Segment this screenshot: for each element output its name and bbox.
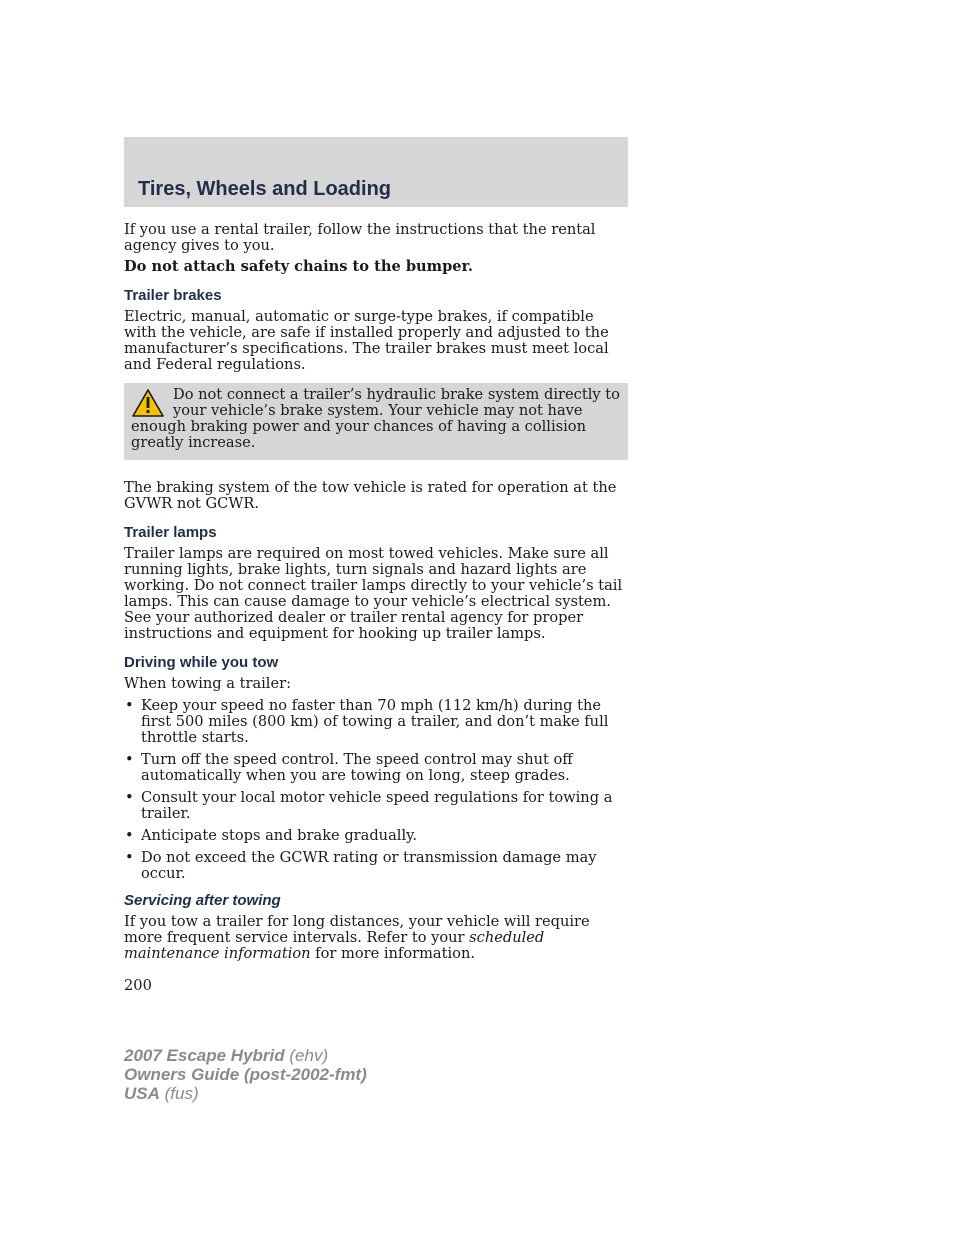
braking-rating-text: The braking system of the tow vehicle is rated for operation at the GVWR not GCWR. [124, 479, 617, 512]
trailer-lamps-text: Trailer lamps are required on most towed vehicles. Make sure all running lights, brake lights, turn signals and hazard lights are working. Do not connect trailer lamps directly to your vehicle’s tail lamps. This can cause damage to your vehicle’s electrical system. See your authorized dealer or trailer rental agency for proper instructions and equipment for hooking up trailer lamps. [124, 545, 623, 642]
servicing-heading: Servicing after towing [124, 892, 281, 909]
document-footer [124, 1046, 367, 1103]
safety-chains-text: Do not attach safety chains to the bumper. [124, 258, 473, 275]
bullet-icon: • [125, 849, 134, 866]
page-number: 200 [124, 977, 152, 994]
page-content [124, 222, 628, 999]
warning-text: Do not connect a trailer’s hydraulic brake system directly to your vehicle’s brake system. Your vehicle may not have enough braking power and your chances of having a collision greatly increase. [131, 386, 620, 451]
warning-triangle-icon [131, 388, 165, 418]
bullet-icon: • [125, 827, 134, 844]
warning-box [124, 383, 628, 460]
driving-heading: Driving while you tow [124, 654, 279, 671]
bullet-icon: • [125, 697, 134, 714]
driving-intro-text: When towing a trailer: [124, 675, 292, 692]
bullet-icon: • [125, 789, 134, 806]
section-header [124, 137, 628, 207]
trailer-brakes-heading: Trailer brakes [124, 287, 222, 304]
footer-line-2: Owners Guide (post-2002-fmt) [124, 1065, 367, 1084]
trailer-brakes-text: Electric, manual, automatic or surge-type brakes, if compatible with the vehicle, are safe if installed properly and adjusted to the manufacturer’s specifications. The trailer brakes must meet local and Federal regulations. [124, 308, 609, 373]
footer-line-3: USA (fus) [124, 1084, 199, 1103]
trailer-lamps-heading: Trailer lamps [124, 524, 217, 541]
rental-trailer-text: If you use a rental trailer, follow the instructions that the rental agency gives to you. [124, 221, 596, 254]
list-item: • Anticipate stops and brake gradually. [125, 827, 418, 844]
maintenance-reference: scheduled maintenance information [124, 929, 545, 962]
section-title: Tires, Wheels and Loading [138, 178, 392, 200]
servicing-text: If you tow a trailer for long distances, your vehicle will require more frequent service intervals. Refer to your scheduled maintenance information for more information. [124, 913, 590, 962]
footer-line-1: 2007 Escape Hybrid (ehv) [124, 1046, 329, 1065]
list-item: • Turn off the speed control. The speed control may shut off automatically when you are towing on long, steep grades. [125, 751, 573, 784]
driving-tips-list [124, 698, 628, 882]
list-item: • Do not exceed the GCWR rating or transmission damage may occur. [125, 849, 597, 882]
bullet-icon: • [125, 751, 134, 768]
list-item: • Consult your local motor vehicle speed regulations for towing a trailer. [125, 789, 613, 822]
list-item: • Keep your speed no faster than 70 mph (112 km/h) during the first 500 miles (800 km) of towing a trailer, and don’t make full throttle starts. [125, 697, 609, 746]
